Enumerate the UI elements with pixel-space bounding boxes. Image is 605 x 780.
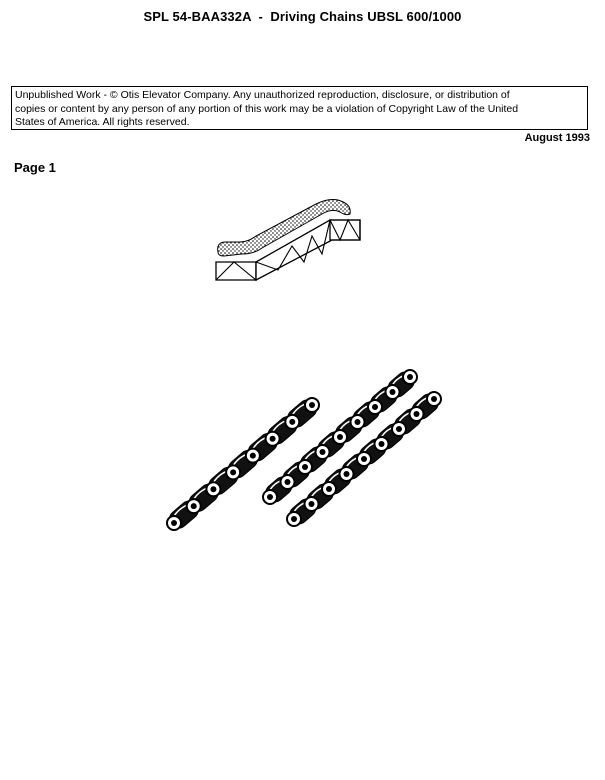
document-date: August 1993 — [524, 132, 590, 144]
copyright-line: copies or content by any person of any portion of this work may be a violation of Copyright Law of the United — [15, 102, 519, 115]
driving-chains-icon — [160, 365, 450, 540]
document-title: SPL 54-BAA332A - Driving Chains UBSL 600/1000 — [143, 9, 462, 24]
page-number: Page 1 — [14, 160, 56, 175]
escalator-icon — [212, 196, 362, 284]
copyright-line: States of America. All rights reserved. — [15, 116, 190, 128]
copyright-line: Unpublished Work - © Otis Elevator Company. Any unauthorized reproduction, disclosure, or distribution of — [15, 89, 510, 101]
copyright-notice — [11, 86, 588, 130]
